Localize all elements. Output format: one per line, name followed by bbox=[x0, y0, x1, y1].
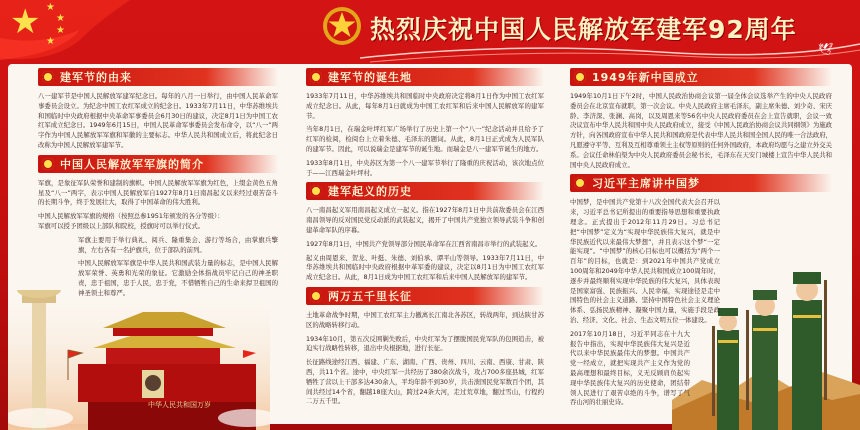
intro-paragraph: 军旗，是象征军队荣誉和建制的旗帜。中国人民解放军军旗为红色，上缀金黄色五角星及“八一”两字，表示中国人民解放军自1927年8月1日南昌起义以来经过艰苦奋斗的长期斗争，终于发展壮大，取得了中国革命的伟大胜利。 bbox=[38, 178, 278, 207]
xi-paragraph: 2017年10月18日，习近平同志在十九大报告中指出，实现中华民族伟大复兴是近代以来中华民族最伟大的梦想。中国共产党一经成立，就把实现共产主义作为党的最高理想和最终目标，义无反顾肩负起实现中华民族伟大复兴的历史使命，团结带领人民进行了艰苦卓绝的斗争，谱写了气吞山河的壮丽史诗。 bbox=[570, 329, 690, 407]
section-header-founding: 1949年新中国成立 bbox=[570, 68, 832, 86]
star-badge-icon bbox=[310, 71, 322, 83]
small-star-icon: ★ bbox=[56, 25, 65, 36]
small-star-icon: ★ bbox=[56, 13, 65, 24]
uprising-paragraph: 起义由周恩来、贺龙、叶挺、朱德、刘伯承、谭平山等领导。1933年7月11日，中华苏维埃共和国临时中央政府根据中革军委的建议，决定以8月1日为中国工农红军成立纪念日。从此，8月1日成为中国工农红军和后来中国人民解放军的建军节。 bbox=[306, 253, 544, 282]
star-badge-icon bbox=[42, 158, 54, 170]
intro-paragraph: 中国人民解放军军旗的规格（按照总参1951年颁发的各分等级）： bbox=[38, 212, 224, 221]
march-paragraph: 土地革命战争时期，中国工农红军主力撤离长江南北各苏区，转战两年，到达陕甘苏区的战略转移行动。 bbox=[306, 310, 544, 329]
founding-paragraph: 1949年10月1日下午2时，中国人民政治协商会议第一届全体会议选举产生的中央人民政府委员会在北京宣布就职，第一次会议。中央人民政府主席毛泽东，副主席朱德、刘少奇、宋庆龄、李济深、张澜、高岗，以及周恩来等56名中央人民政府委员在会上宣告就职，会议一致决议宣布中华人民共和国中央人民政府成立，接受《中国人民政治协商会议共同纲领》为施政方针，向各国政府宣布中华人民共和国政府是代表中华人民共和国全国人民的唯一合法政府，凡愿遵守平等、互利及互相尊重领土主权等原则的任何外国政府，本政府均愿与之建立外交关系。会议任命林伯渠为中央人民政府委员会秘书长，毛泽东在天安门城楼上宣告中华人民共和国中央人民政府成立。 bbox=[570, 92, 833, 169]
section-header-origin: 建军节的由来 bbox=[38, 68, 278, 86]
star-badge-icon bbox=[574, 177, 586, 189]
march-paragraph: 长征路线途经江西、福建、广东、湖南、广西、贵州、四川、云南、西康、甘肃、陕西，共11个省。途中，中央红军一共经历了380余次战斗，攻占700多座县城，红军牺牲了营以上干部多达430余人，平均年龄不到30岁，共击溃国民党军数百个团，其间共经过14个省，翻越18座大山，跨过24条大河，走过荒草地，翻过雪山，行程约二万五千里。 bbox=[306, 358, 544, 406]
dove-icon: 🕊 bbox=[818, 42, 834, 56]
section-header-intro: 中国人民解放军军旗的简介 bbox=[38, 155, 278, 173]
section-header-uprising: 建军起义的历史 bbox=[306, 182, 544, 200]
birth-paragraph: 当年8月1日，在瑞金叶坪红军广场举行了历史上第一个“八一”纪念活动并且给予了红军的检阅，检阅台上立着朱德、毛泽东的题词。从此，8月1日正式成为人民军队的建军节。因此，可以说瑞金是建军节的诞生地。而瑞金是八一建军节诞生的地方。 bbox=[306, 125, 544, 153]
ribbon-decoration bbox=[360, 38, 860, 64]
army-emblem-icon bbox=[322, 6, 362, 46]
xi-paragraph: 中国梦，是中国共产党第十八次全国代表大会召开以来，习近平总书记所提出的重要指导思想和重要执政理念。正式提出于2012年11月29日。习总书记把“中国梦”定义为“实现中华民族伟大复兴，就是中华民族近代以来最伟大梦想”，并且表示这个梦“一定能实现”。“中国梦”的核心目标也可以概括为“两个一百年”的目标，也就是：到2021年中国共产党成立100周年和2049年中华人民共和国成立100周年时，逐步并最终顺利实现中华民族的伟大复兴，具体表现是国家富强、民族振兴、人民幸福，实现途径是走中国特色的社会主义道路、坚持中国特色社会主义理论体系、弘扬民族精神、凝聚中国力量，实施手段是政治、经济、文化、社会、生态文明五位一体建设。 bbox=[570, 198, 720, 324]
intro-paragraph: 军旗主要用于举行典礼、阅兵、隆重集会、游行等场合，由掌旗兵擎旗，左右各有一名护旗兵，位于部队的前列。 bbox=[78, 235, 278, 254]
column-right bbox=[570, 68, 832, 412]
star-badge-icon bbox=[574, 71, 586, 83]
column-middle bbox=[306, 68, 544, 411]
star-badge-icon bbox=[42, 71, 54, 83]
star-badge-icon bbox=[310, 290, 322, 302]
uprising-paragraph: 八一南昌起义军用南昌起义成立一起义。指在1927年8月1日中共前敌委员会在江西南昌领导的反对国民党反动派的武装起义，揭开了中国共产党独立领导武装斗争和创建革命军队的序幕。 bbox=[306, 206, 544, 234]
column-left bbox=[38, 68, 278, 303]
small-star-icon: ★ bbox=[46, 36, 55, 47]
intro-paragraph: 中国人民解放军军旗是中华人民共和国武装力量的标志，是中国人民解放军荣誉、英勇和光荣的象征。它激励全体指战员牢记自己的神圣职责，忠于祖国，忠于人民，忠于党，不惜牺牲自己的生命来捍卫祖国的神圣领土和尊严。 bbox=[78, 259, 278, 297]
march-paragraph: 1934年10月，第五次反围剿失败后，中央红军为了摆脱国民党军队的包围追击，被迫实行战略性转移，退出中央根据地，进行长征。 bbox=[306, 334, 544, 353]
small-star-icon: ★ bbox=[46, 2, 55, 13]
star-badge-icon bbox=[310, 185, 322, 197]
birth-paragraph: 1933年8月1日，中央苏区为第一个八一建军节举行了隆重的庆祝活动，该次地点位于——江西瑞金叶坪村。 bbox=[306, 158, 544, 177]
section-header-birth: 建军节的诞生地 bbox=[306, 68, 544, 86]
section-header-march: 两万五千里长征 bbox=[306, 287, 544, 305]
gate-banner-text: 中华人民共和国万岁 bbox=[148, 401, 211, 409]
tiananmen-illustration bbox=[8, 290, 270, 430]
page-title: 热烈庆祝中国人民解放军建军92周年 bbox=[370, 15, 797, 44]
section-header-xi: 习近平主席讲中国梦 bbox=[570, 174, 832, 192]
intro-paragraph: 军旗可以授予团级以上部队和院校，授旗时可以举行仪式。 bbox=[38, 221, 205, 230]
uprising-paragraph: 1927年8月1日，中国共产党领导部分国民革命军在江西省南昌市举行的武装起义。 bbox=[306, 239, 542, 248]
origin-paragraph: 八一建军节是中国人民解放军建军纪念日。每年的八月一日举行，由中国人民革命军事委员会设立。为纪念中国工农红军成立的纪念日。1933年7月11日，中华苏维埃共和国临时中央政府根据中央革命军事委员会6月30日的建议，决定8月1日为中国工农红军成立纪念日。1949年6月15日，中国人民革命军事委员会发布命令，以“八一”两字作为中国人民解放军军旗和军徽的主要标志。中华人民共和国成立后，将此纪念日改称为中国人民解放军建军节。 bbox=[38, 92, 278, 149]
gold-star-icon: ★ bbox=[10, 2, 41, 42]
birth-paragraph: 1933年7月11日，中华苏维埃共和国临时中央政府决定将8月1日作为中国工农红军成立纪念日。从此，每年8月1日就成为中国工农红军和后来中国人民解放军的建军节。 bbox=[306, 92, 544, 120]
